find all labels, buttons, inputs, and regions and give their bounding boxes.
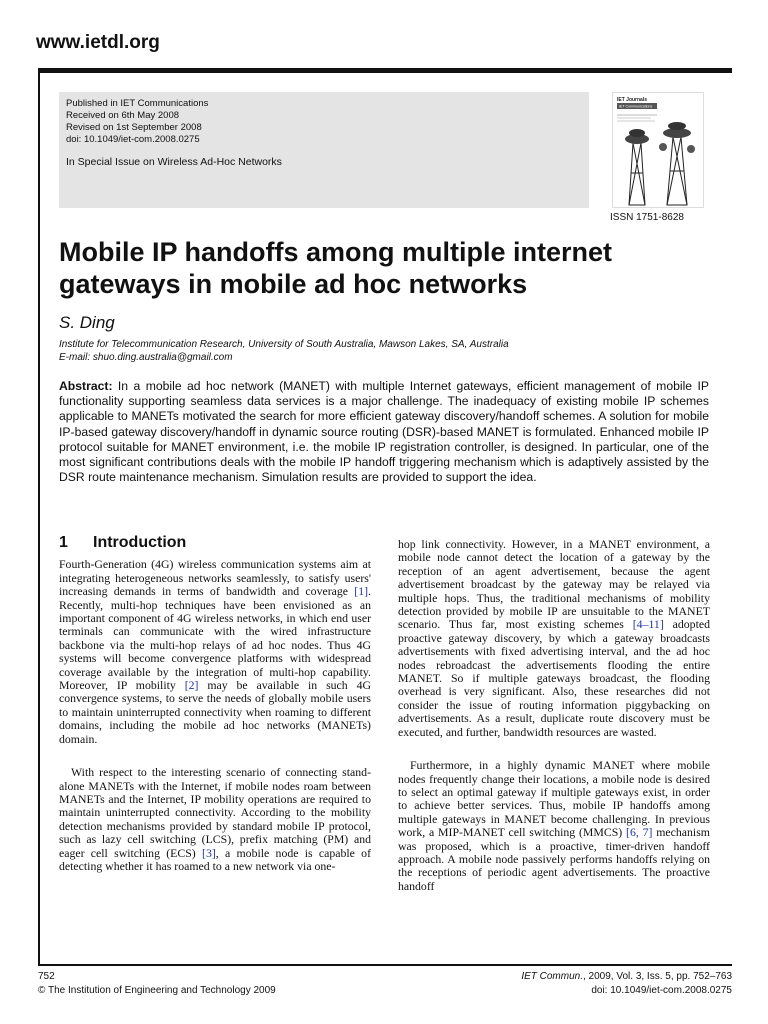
title-line: gateways in mobile ad hoc networks bbox=[59, 269, 528, 299]
abstract-text: In a mobile ad hoc network (MANET) with multiple Internet gateways, efficient management of mobile IP functionality supporting seamless data services is a major challenge. The inadequacy of existing mobile IP schemes applicable to MANETs motivated the search for more efficient gateway discovery/handoff schemes. A solution for mobile IP-based gateway discovery/handoff in dynamic source routing (DSR)-based MANET is formulated. Enhanced mobile IP protocol suitable for MANET environment, i.e. the mobile IP registration controller, is designed. In particular, one of the most significant contributions deals with the mobile IP handoff triggering mechanism which is adaptively assisted by the DSR route maintenance mechanism. Simulation results are provided to support the idea. bbox=[59, 379, 709, 485]
abstract-label: Abstract: bbox=[59, 379, 113, 393]
abstract bbox=[59, 379, 709, 485]
text-run: Fourth-Generation (4G) wireless communication systems aim at integrating heterogeneous networks seamlessly, to satisfy users' increasing demands in terms of bandwidth and coverage bbox=[59, 557, 371, 599]
citation-link[interactable]: [1] bbox=[354, 584, 369, 599]
footer-right bbox=[521, 970, 732, 998]
journal-abbrev: IET Commun. bbox=[521, 971, 583, 982]
section-heading bbox=[59, 536, 371, 549]
author-name: S. Ding bbox=[59, 313, 115, 332]
footer-doi[interactable]: doi: 10.1049/iet-com.2008.0275 bbox=[591, 985, 732, 996]
paragraph bbox=[398, 538, 710, 739]
citation-link[interactable]: [6, 7] bbox=[626, 825, 653, 840]
pub-line: doi: 10.1049/iet-com.2008.0275 bbox=[66, 134, 200, 145]
text-run: hop link connectivity. However, in a MANET environment, a mobile node cannot detect the location of a gateway by the reception of an agent advertisement, because the agent advertisement broadcast by the gateway may be relayed via multiple hops. Thus, the traditional mechanisms of mobility detection provided by mobile IP are unsuitable to the MANET scenario. Thus far, most existing schemes bbox=[398, 537, 710, 632]
paragraph bbox=[59, 766, 371, 873]
site-url[interactable]: www.ietdl.org bbox=[36, 32, 160, 53]
text-run: , a mobile node is capable of detecting whether it has roamed to a new network via one- bbox=[59, 845, 371, 873]
citation-link[interactable]: [4–11] bbox=[632, 617, 664, 632]
paper-title bbox=[59, 236, 719, 300]
left-rule bbox=[38, 73, 40, 965]
citation-link[interactable]: [2] bbox=[184, 678, 199, 693]
email-text[interactable]: E-mail: shuo.ding.australia@gmail.com bbox=[59, 352, 233, 363]
affiliation-text: Institute for Telecommunication Research, University of South Australia, Mawson Lakes, SA, Australia bbox=[59, 339, 509, 350]
top-rule bbox=[38, 68, 732, 73]
citation bbox=[521, 970, 732, 984]
column-left bbox=[59, 536, 371, 873]
bottom-rule bbox=[38, 964, 732, 966]
journal-cover-image bbox=[612, 92, 704, 208]
citation-details: , 2009, Vol. 3, Iss. 5, pp. 752–763 bbox=[583, 971, 732, 982]
text-run: With respect to the interesting scenario of connecting stand-alone MANETs with the Internet, if mobile nodes roam between MANETs and the Internet, IP mobility operations are required to maintain uninterrupted connectivity. According to the mobility detection mechanisms provided by standard mobile IP protocol, such as lazy cell switching (LCS), prefix matching (PM) and eager cell switching (ECS) bbox=[59, 765, 371, 860]
column-right bbox=[398, 538, 710, 893]
copyright: © The Institution of Engineering and Technology 2009 bbox=[38, 985, 276, 996]
text-run: . Recently, multi-hop techniques have been envisioned as an important component of 4G wireless networks, in which end user terminals can communicate with the wired infrastructure backbone via the multi-hop relays of ad hoc nodes. Thus 4G systems will become convergence platforms with widespread coverage available by the integration of multi-hop capability. Moreover, IP mobility bbox=[59, 584, 371, 693]
special-issue: In Special Issue on Wireless Ad-Hoc Networks bbox=[66, 156, 282, 168]
author-affiliation bbox=[59, 338, 509, 364]
publication-info-box bbox=[59, 92, 589, 208]
paragraph-gap bbox=[398, 739, 710, 759]
towers-illustration bbox=[613, 93, 703, 207]
issn: ISSN 1751-8628 bbox=[610, 212, 684, 223]
text-run: mechanism was proposed, which is a proactive, timer-driven handoff approach. A mobile node passively performs handoffs relying on the receptions of periodic agent advertisements. The proactive handoff bbox=[398, 825, 710, 893]
paragraph-gap bbox=[59, 746, 371, 766]
paragraph bbox=[398, 759, 710, 893]
paragraph bbox=[59, 558, 371, 746]
text-run: adopted proactive gateway discovery, by which a gateway broadcasts advertisements with fixed advertising interval, and the ad hoc nodes rebroadcast the advertisements flooding the entire MANET. So if multiple gateways broadcast, the flooding overhead is very significant. Also, these researches did not consider the issue of routing information piggybacking on advertisements. As a result, duplicate route discovery must be executed, and further, bandwidth resources are wasted. bbox=[398, 617, 710, 739]
cover-journal-name: IET Communications bbox=[619, 104, 653, 109]
pub-line: Revised on 1st September 2008 bbox=[66, 122, 202, 133]
pub-line: Published in IET Communications bbox=[66, 98, 209, 109]
text-run: may be available in such 4G convergence systems, to serve the needs of globally mobile users to maintain uninterrupted connectivity when roaming to different domains, including the mobile ad hoc networks (MANETs) domain. bbox=[59, 678, 371, 746]
section-title: Introduction bbox=[93, 534, 187, 551]
cover-brand: IET Journals bbox=[617, 97, 648, 103]
citation-link[interactable]: [3] bbox=[202, 845, 216, 860]
text-run: Furthermore, in a highly dynamic MANET where mobile nodes frequently change their locations, a mobile node is desired to select an optimal gateway if multiple gateways exist, in order to achieve better services. Thus, mobile IP handoffs among multiple gateways in MANET become challenging. In previous work, a MIP-MANET cell switching (MMCS) bbox=[398, 758, 710, 840]
pub-line: Received on 6th May 2008 bbox=[66, 110, 180, 121]
title-line: Mobile IP handoffs among multiple internet bbox=[59, 237, 613, 267]
footer-left bbox=[38, 970, 276, 998]
page-number: 752 bbox=[38, 971, 55, 982]
section-number: 1 bbox=[59, 534, 68, 551]
